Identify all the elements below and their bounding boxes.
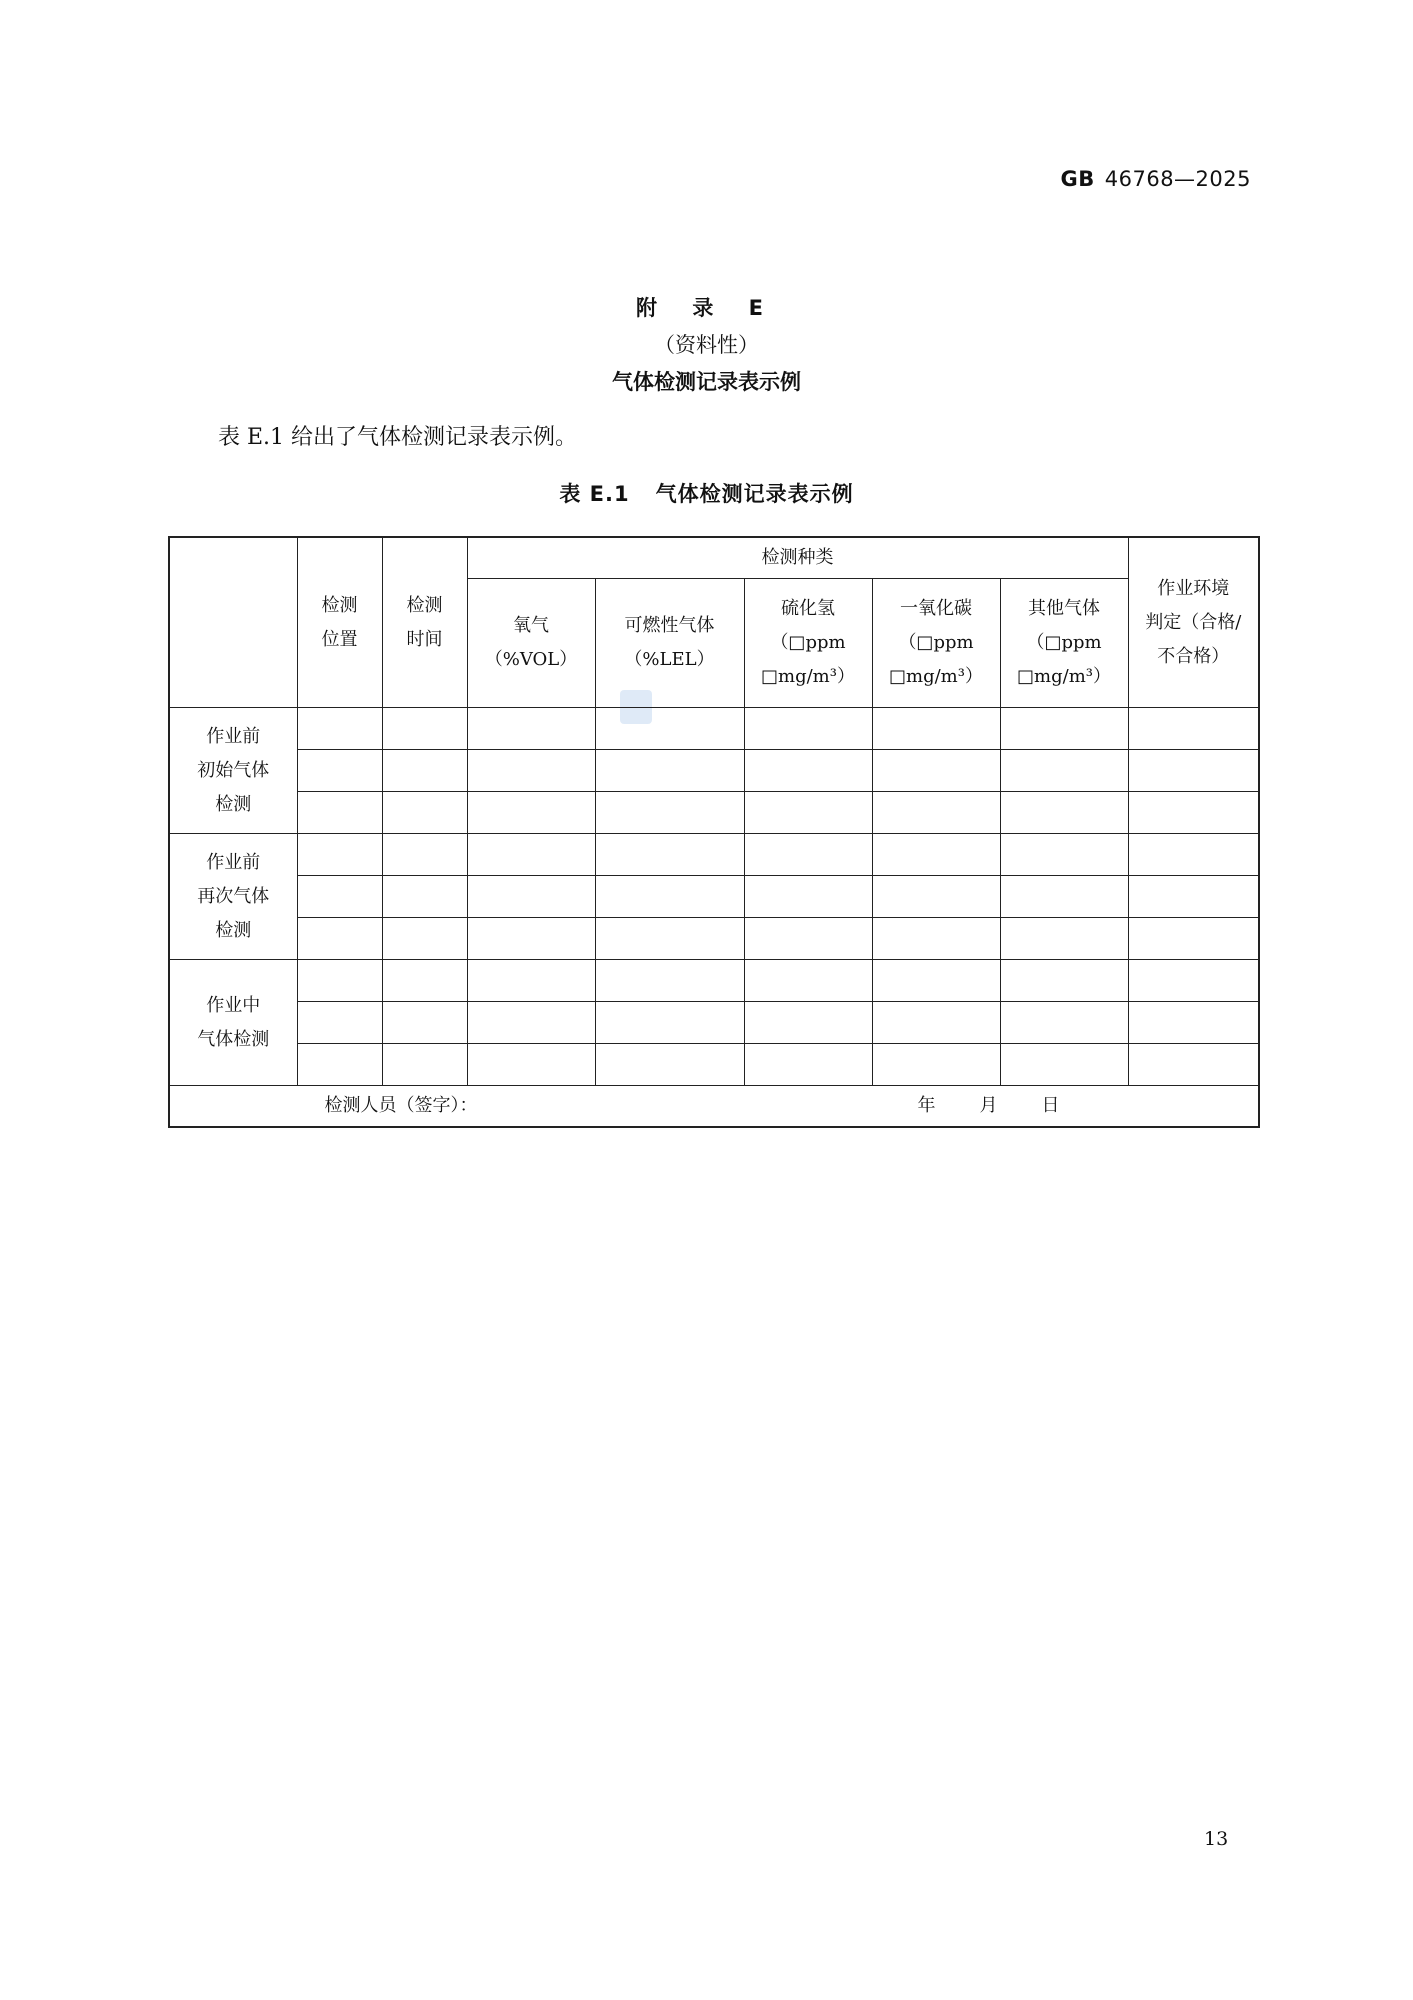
table-cell[interactable] — [297, 918, 382, 960]
table-cell[interactable] — [1000, 834, 1128, 876]
header-judgement: 作业环境 判定（合格/ 不合格） — [1128, 537, 1259, 708]
page-number: 13 — [1204, 1828, 1229, 1850]
table-cell[interactable] — [595, 708, 744, 750]
table-cell[interactable] — [467, 792, 595, 834]
table-row — [169, 918, 1259, 960]
table-cell[interactable] — [1000, 708, 1128, 750]
table-cell[interactable] — [1000, 1002, 1128, 1044]
table-cell[interactable] — [744, 792, 872, 834]
signer-label: 检测人员（签字）： — [324, 1095, 478, 1116]
table-cell[interactable] — [382, 834, 467, 876]
table-cell[interactable] — [297, 750, 382, 792]
table-row — [169, 708, 1259, 750]
table-footer-row — [169, 1086, 1259, 1128]
annex-nature: （资料性） — [654, 333, 759, 357]
table-cell[interactable] — [1128, 1044, 1259, 1086]
table-cell[interactable] — [382, 876, 467, 918]
table-cell[interactable] — [1128, 918, 1259, 960]
standard-number: 46768—2025 — [1104, 167, 1251, 191]
table-cell[interactable] — [595, 960, 744, 1002]
table-cell[interactable] — [382, 1044, 467, 1086]
intro-text: 表 E.1 给出了气体检测记录表示例。 — [218, 425, 578, 450]
table-cell[interactable] — [1000, 750, 1128, 792]
table-cell[interactable] — [1128, 708, 1259, 750]
corner-cell — [169, 537, 297, 708]
table-cell[interactable] — [744, 960, 872, 1002]
table-cell[interactable] — [872, 960, 1000, 1002]
table-cell[interactable] — [872, 1002, 1000, 1044]
table-cell[interactable] — [1128, 960, 1259, 1002]
table-cell[interactable] — [467, 876, 595, 918]
table-cell[interactable] — [297, 792, 382, 834]
table-cell[interactable] — [467, 960, 595, 1002]
header-time: 检测 时间 — [382, 537, 467, 708]
table-cell[interactable] — [744, 708, 872, 750]
table-cell[interactable] — [595, 918, 744, 960]
table-row — [169, 876, 1259, 918]
table-cell[interactable] — [1128, 876, 1259, 918]
table-cell[interactable] — [1000, 792, 1128, 834]
table-cell[interactable] — [744, 1044, 872, 1086]
table-caption-number: 表 E.1 — [559, 482, 630, 506]
table-row — [169, 750, 1259, 792]
row-group-label-during: 作业中 气体检测 — [169, 960, 297, 1086]
table-cell[interactable] — [467, 708, 595, 750]
table-cell[interactable] — [467, 750, 595, 792]
table-cell[interactable] — [744, 918, 872, 960]
table-row — [169, 792, 1259, 834]
table-cell[interactable] — [872, 876, 1000, 918]
row-group-label-initial: 作业前 初始气体 检测 — [169, 708, 297, 834]
header-combustible-gas: 可燃性气体 （%LEL） — [595, 579, 744, 708]
table-cell[interactable] — [744, 834, 872, 876]
header-detection-types: 检测种类 — [467, 537, 1128, 579]
table-cell[interactable] — [382, 918, 467, 960]
table-row — [169, 960, 1259, 1002]
table-cell[interactable] — [595, 834, 744, 876]
table-cell[interactable] — [297, 708, 382, 750]
table-cell[interactable] — [872, 918, 1000, 960]
table-cell[interactable] — [1128, 1002, 1259, 1044]
table-cell[interactable] — [595, 792, 744, 834]
table-cell[interactable] — [1000, 876, 1128, 918]
table-cell[interactable] — [872, 750, 1000, 792]
table-cell[interactable] — [1000, 1044, 1128, 1086]
header-hydrogen-sulfide: 硫化氢 （□ppm □mg/m³） — [744, 579, 872, 708]
table-cell[interactable] — [1128, 750, 1259, 792]
header-carbon-monoxide: 一氧化碳 （□ppm □mg/m³） — [872, 579, 1000, 708]
table-cell[interactable] — [595, 750, 744, 792]
row-group-label-repeat: 作业前 再次气体 检测 — [169, 834, 297, 960]
table-cell[interactable] — [1000, 960, 1128, 1002]
table-cell[interactable] — [1000, 918, 1128, 960]
annex-name: 气体检测记录表示例 — [612, 370, 801, 394]
standard-prefix: GB — [1060, 167, 1095, 191]
table-cell[interactable] — [467, 834, 595, 876]
table-cell[interactable] — [872, 834, 1000, 876]
table-cell[interactable] — [872, 1044, 1000, 1086]
table-cell[interactable] — [1128, 792, 1259, 834]
table-cell[interactable] — [382, 708, 467, 750]
table-cell[interactable] — [382, 792, 467, 834]
signature-cell[interactable] — [169, 1086, 1259, 1128]
table-cell[interactable] — [744, 750, 872, 792]
table-cell[interactable] — [382, 750, 467, 792]
table-cell[interactable] — [467, 918, 595, 960]
table-cell[interactable] — [297, 1044, 382, 1086]
table-caption — [0, 478, 1413, 508]
header-oxygen: 氧气 （%VOL） — [467, 579, 595, 708]
table-cell[interactable] — [467, 1002, 595, 1044]
annex-title: 附 录 E — [636, 296, 777, 320]
header-location: 检测 位置 — [297, 537, 382, 708]
table-cell[interactable] — [467, 1044, 595, 1086]
table-caption-title: 气体检测记录表示例 — [655, 482, 854, 506]
table-cell[interactable] — [595, 1002, 744, 1044]
table-cell[interactable] — [872, 708, 1000, 750]
table-cell[interactable] — [595, 1044, 744, 1086]
table-row — [169, 1002, 1259, 1044]
table-cell[interactable] — [744, 1002, 872, 1044]
standard-code — [1061, 167, 1252, 191]
table-cell[interactable] — [1128, 834, 1259, 876]
table-cell[interactable] — [382, 1002, 467, 1044]
table-cell[interactable] — [297, 876, 382, 918]
table-cell[interactable] — [744, 876, 872, 918]
table-cell[interactable] — [872, 792, 1000, 834]
table-row — [169, 1044, 1259, 1086]
table-cell[interactable] — [297, 960, 382, 1002]
table-row — [169, 834, 1259, 876]
table-cell[interactable] — [382, 960, 467, 1002]
table-cell[interactable] — [297, 1002, 382, 1044]
table-cell[interactable] — [595, 876, 744, 918]
signature-date: 年 月 日 — [917, 1095, 1060, 1116]
table-cell[interactable] — [297, 834, 382, 876]
gas-detection-record-table — [168, 536, 1260, 1128]
header-other-gas: 其他气体 （□ppm □mg/m³） — [1000, 579, 1128, 708]
